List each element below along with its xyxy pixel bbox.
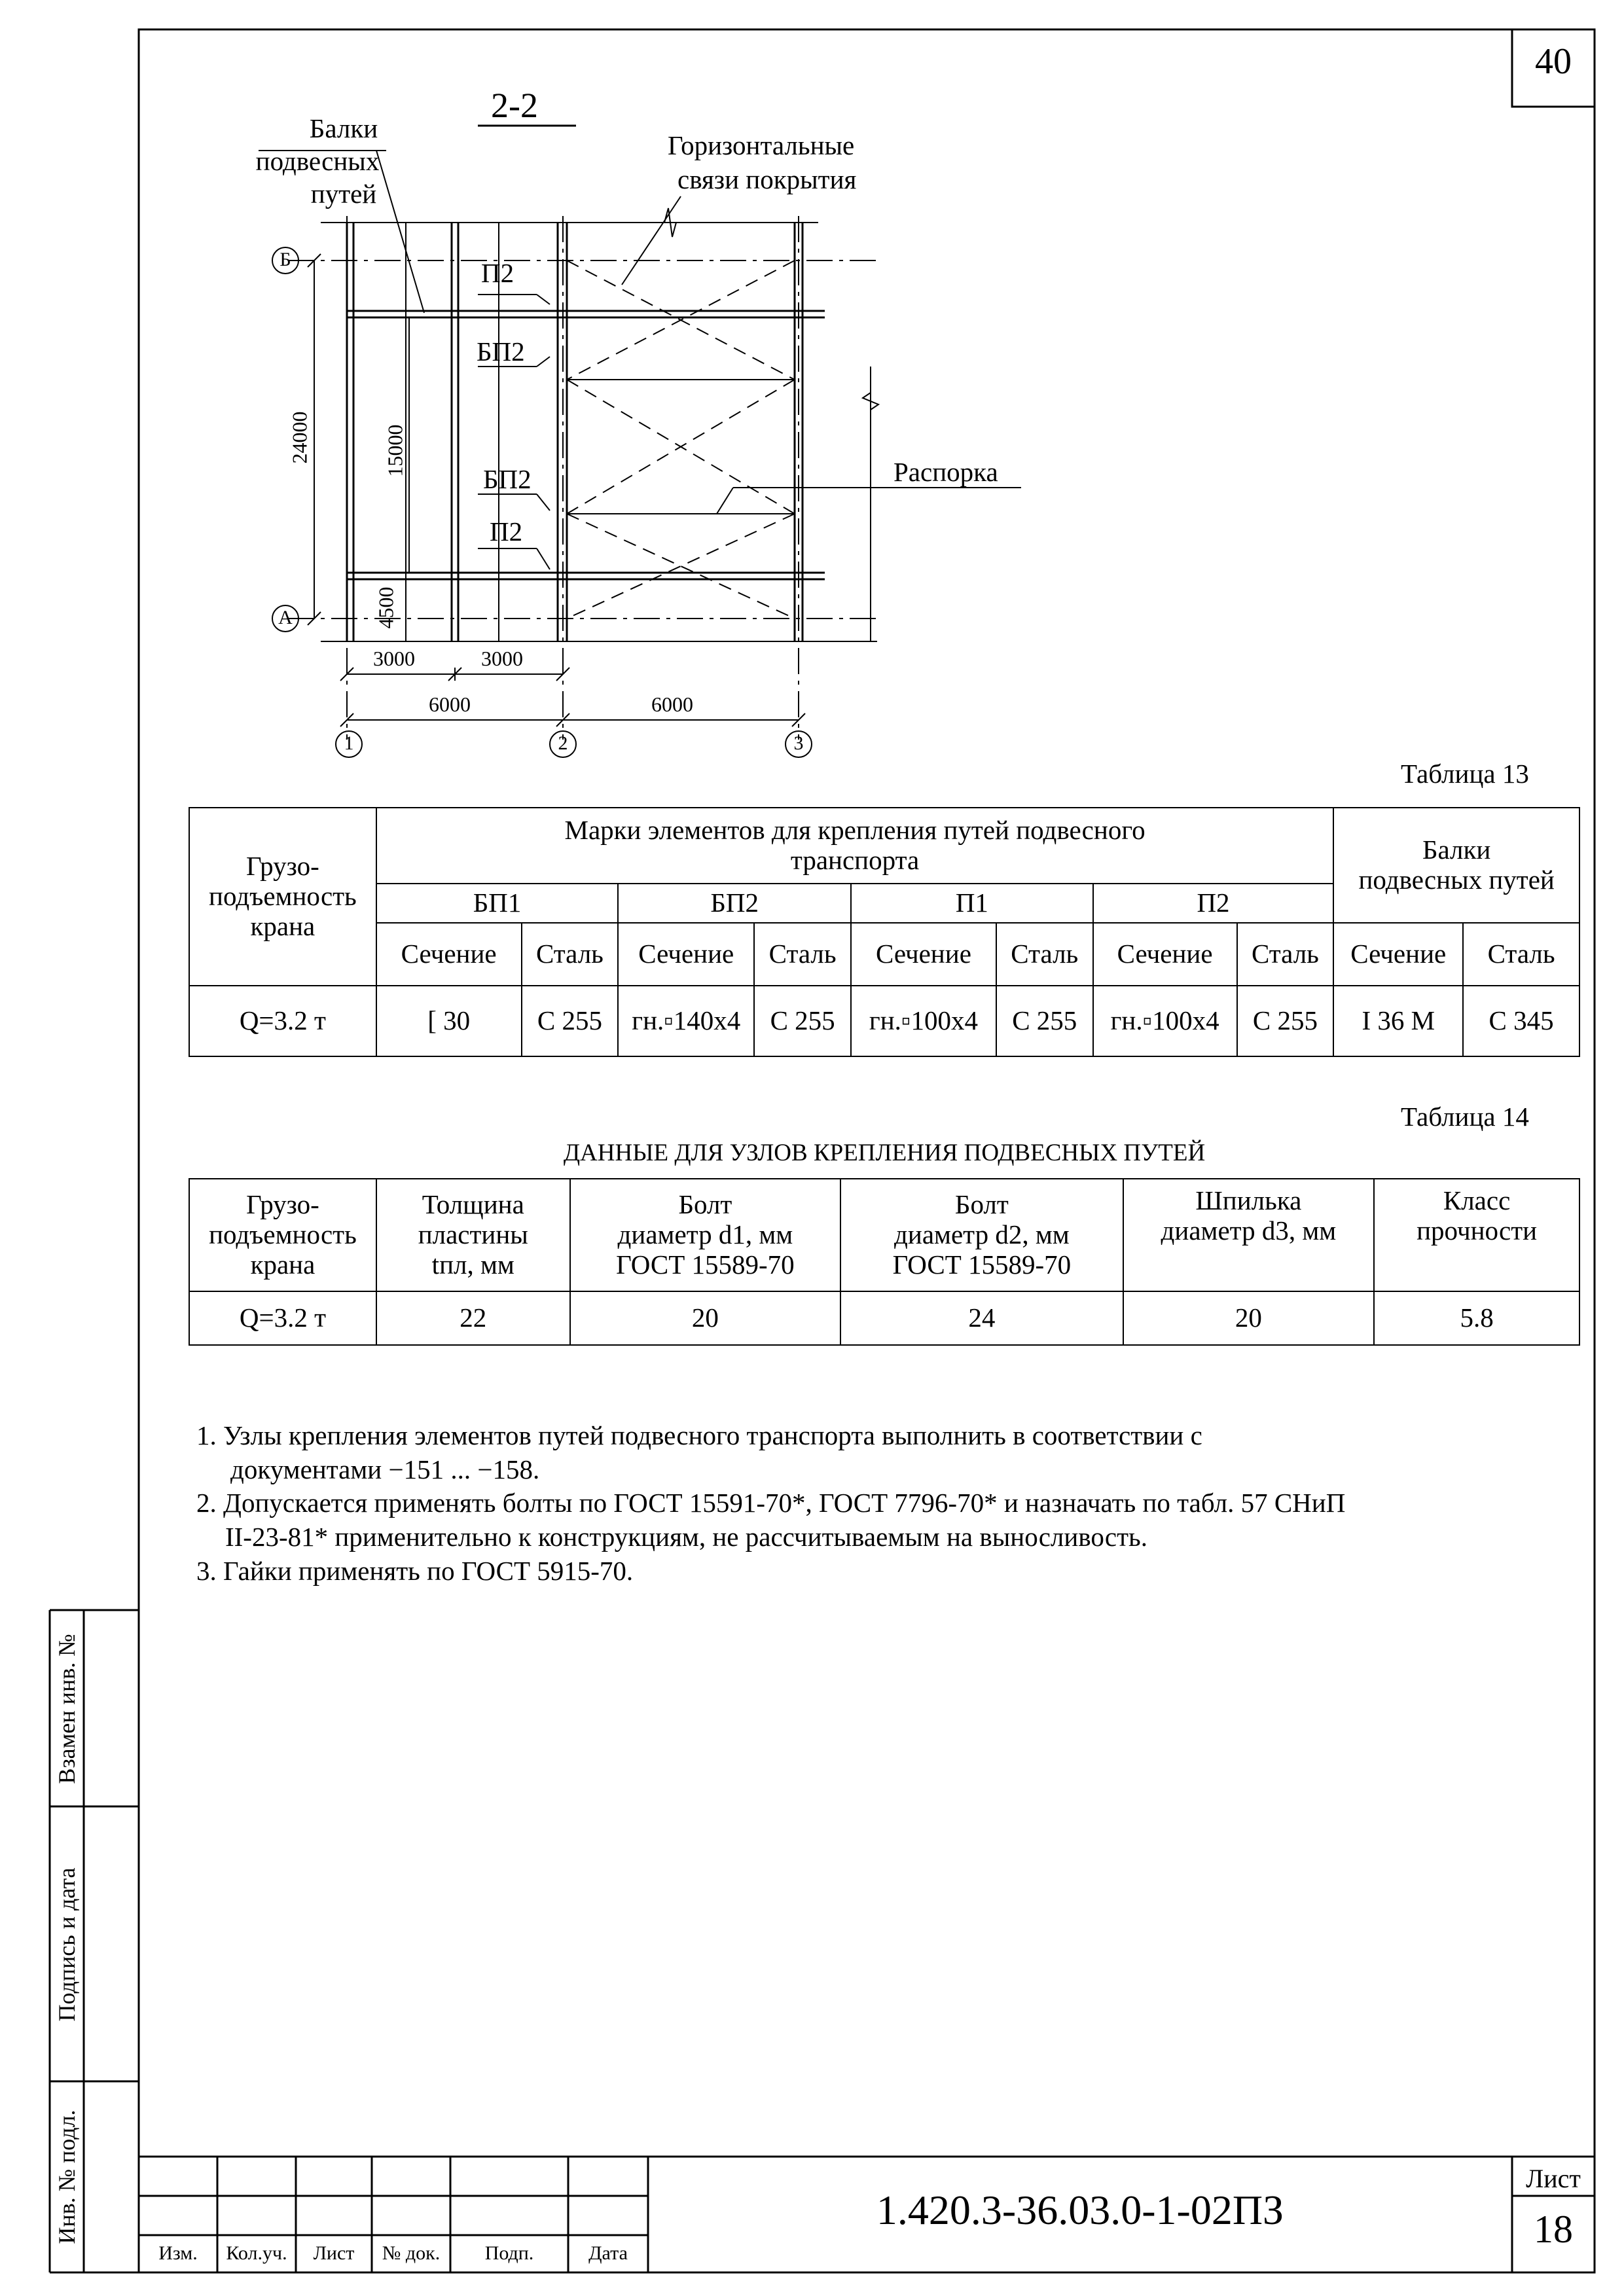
note-1-cont: документами −151 ... −158. [230,1454,540,1484]
t13-cell: С 345 [1463,986,1579,1056]
label-strut: Распорка [893,457,998,487]
axis-label-a: А [278,607,293,628]
table14-title: ДАННЫЕ ДЛЯ УЗЛОВ КРЕПЛЕНИЯ ПОДВЕСНЫХ ПУТЕЙ [563,1139,1206,1166]
notes [196,1419,1345,1588]
t13-sub: Сечение [618,923,754,986]
t14-header: Шпилька диаметр d3, мм [1123,1179,1375,1291]
t13-sub: Сталь [1237,923,1334,986]
dim-3000-b: 3000 [481,647,523,670]
dim-3000-a: 3000 [373,647,415,670]
stamp-col: Подп. [484,2242,534,2264]
side-zamen: Взамен инв. № [54,1634,80,1784]
mark-bp2-bottom: БП2 [483,464,532,494]
t14-cell: Q=3.2 т [189,1291,376,1345]
axis-label-b: Б [280,249,291,270]
mark-bp2-top: БП2 [477,336,525,367]
t13-cell: С 255 [754,986,851,1056]
t13-sub: Сталь [996,923,1093,986]
dim-4500: 4500 [374,586,398,629]
t13-mark-bp2: БП2 [618,884,851,923]
note-1: 1. Узлы крепления элементов путей подвесного транспорта выполнить в соответствии с [196,1420,1202,1450]
t13-cell: гн.▫100х4 [851,986,996,1056]
label-beams-2: подвесных [255,146,380,176]
t13-cell: гн.▫140х4 [618,986,754,1056]
t13-mark-p2: П2 [1093,884,1334,923]
table-13 [189,807,1580,1057]
axis-label-2: 2 [558,732,568,754]
mark-p2-top: П2 [481,258,514,288]
note-3: 3. Гайки применять по ГОСТ 5915-70. [196,1555,634,1586]
t14-header: Болт диаметр d2, мм ГОСТ 15589-70 [840,1179,1123,1291]
stamp-col: Лист [313,2242,355,2264]
side-podpis: Подпись и дата [54,1867,80,2022]
sheet-number: 18 [1534,2208,1573,2251]
label-bracing-1: Горизонтальные [668,130,855,160]
t13-mark-p1: П1 [851,884,1093,923]
section-title: 2-2 [491,86,538,125]
sheet-corner-number: 40 [1535,41,1572,82]
t14-header: Болт диаметр d1, мм ГОСТ 15589-70 [570,1179,840,1291]
t13-sub: Сталь [1463,923,1579,986]
t14-cell: 20 [570,1291,840,1345]
t13-group-header: Марки элементов для крепления путей подвесного транспорта [376,808,1334,884]
t13-sub: Сечение [851,923,996,986]
t13-cell: С 255 [522,986,619,1056]
note-2: 2. Допускается применять болты по ГОСТ 15591-70*, ГОСТ 7796-70* и назначать по табл. 57 СНиП [196,1488,1346,1518]
stamp-col: Дата [588,2242,628,2264]
t13-cell: С 255 [996,986,1093,1056]
document-code: 1.420.3-36.03.0-1-02ПЗ [876,2187,1284,2233]
t13-cell: С 255 [1237,986,1334,1056]
t13-sub: Сечение [376,923,522,986]
t13-cell: гн.▫100х4 [1093,986,1237,1056]
t14-header: Класс прочности [1374,1179,1579,1291]
table14-caption: Таблица 14 [1401,1102,1529,1132]
t14-cell: 24 [840,1291,1123,1345]
axis-label-1: 1 [344,732,354,754]
t14-header: Грузо- подъемность крана [189,1179,376,1291]
sheet-label: Лист [1526,2164,1581,2193]
label-bracing-2: связи покрытия [677,164,857,194]
dim-6000-b: 6000 [651,692,693,716]
t14-header: Толщина пластины tпл, мм [376,1179,570,1291]
t13-sub: Сталь [754,923,851,986]
label-beams-1: Балки [309,113,378,143]
note-2-cont: II-23-81* применительно к конструкциям, не рассчитываемым на выносливость. [225,1521,1147,1552]
t13-cell: Q=3.2 т [189,986,376,1056]
t13-mark-bp1: БП1 [376,884,619,923]
t13-cell: [ 30 [376,986,522,1056]
t13-capacity-header: Грузо- подъемность крана [189,808,376,986]
t14-cell: 5.8 [1374,1291,1579,1345]
dim-15000: 15000 [383,424,407,477]
t13-sub: Сечение [1333,923,1463,986]
t13-beams-header: Балки подвесных путей [1333,808,1579,923]
t14-cell: 20 [1123,1291,1375,1345]
t13-sub: Сталь [522,923,619,986]
stamp-col: Изм. [158,2242,198,2264]
table13-caption: Таблица 13 [1401,759,1529,789]
mark-p2-bottom: П2 [490,516,523,547]
stamp-col: Кол.уч. [226,2242,287,2264]
dim-6000-a: 6000 [429,692,471,716]
side-inv: Инв. № подл. [54,2109,80,2244]
t14-cell: 22 [376,1291,570,1345]
table-14 [189,1178,1580,1346]
label-beams-3: путей [310,179,377,209]
axis-label-3: 3 [793,732,804,754]
t13-cell: Ι 36 М [1333,986,1463,1056]
dim-24000: 24000 [287,411,312,464]
stamp-col: № док. [382,2242,441,2264]
t13-sub: Сечение [1093,923,1237,986]
